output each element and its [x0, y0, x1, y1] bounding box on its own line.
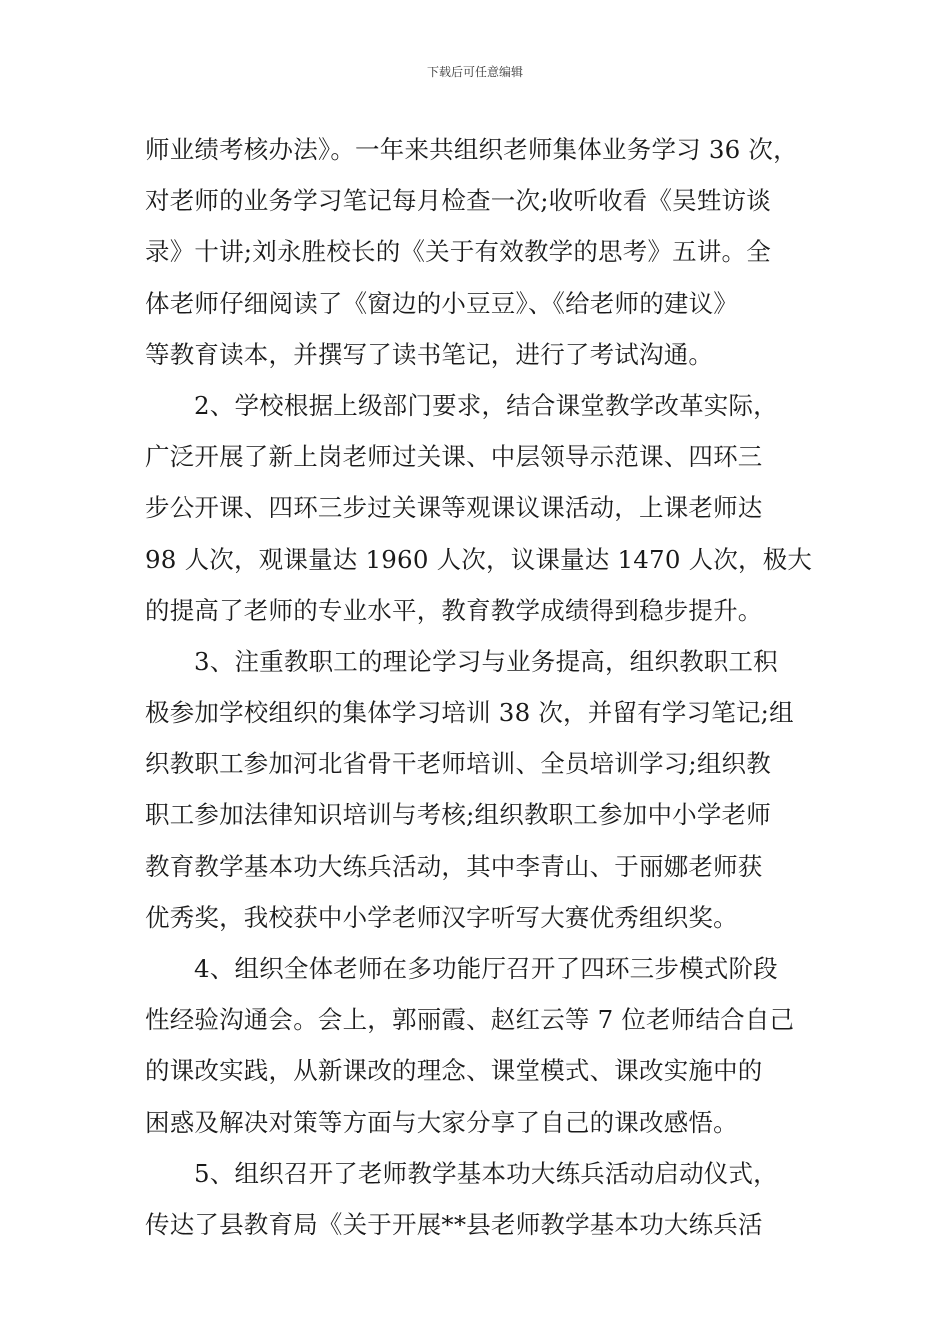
- text-line: 等教育读本，并撰写了读书笔记，进行了考试沟通。: [145, 339, 714, 369]
- text-line: 步公开课、四环三步过关课等观课议课活动，上课老师达: [145, 493, 763, 523]
- text-line: 的提高了老师的专业水平，教育教学成绩得到稳步提升。: [145, 595, 763, 625]
- text-line: 师业绩考核办法》。一年来共组织老师集体业务学习 36 次，: [145, 135, 798, 164]
- text-line: 体老师仔细阅读了《窗边的小豆豆》、《给老师的建议》: [145, 288, 738, 318]
- text-line: 极参加学校组织的集体学习培训 38 次，并留有学习笔记;组: [145, 698, 794, 728]
- page-header: 下载后可任意编辑: [426, 65, 523, 79]
- text-line: 广泛开展了新上岗老师过关课、中层领导示范课、四环三: [145, 442, 763, 472]
- text-line: 98 人次，观课量达 1960 人次，议课量达 1470 人次，极大: [145, 544, 813, 574]
- text-line: 教育教学基本功大练兵活动，其中李青山、于丽娜老师获: [145, 851, 763, 881]
- text-line: 传达了县教育局《关于开展**县老师教学基本功大练兵活: [145, 1209, 763, 1239]
- paragraph-start-line: 5、组织召开了老师教学基本功大练兵活动启动仪式，: [194, 1158, 778, 1188]
- text-line: 对老师的业务学习笔记每月检查一次;收听收看《吴甡访谈: [145, 186, 771, 216]
- paragraph-start-line: 2、学校根据上级部门要求，结合课堂教学改革实际，: [194, 390, 778, 420]
- text-line: 性经验沟通会。会上，郭丽霞、赵红云等 7 位老师结合自己: [145, 1005, 795, 1035]
- text-line: 职工参加法律知识培训与考核;组织教职工参加中小学老师: [145, 800, 771, 830]
- text-line: 的课改实践，从新课改的理念、课堂模式、课改实施中的: [145, 1056, 763, 1086]
- paragraph-start-line: 4、组织全体老师在多功能厅召开了四环三步模式阶段: [194, 954, 778, 983]
- text-line: 优秀奖，我校获中小学老师汉字听写大赛优秀组织奖。: [145, 902, 738, 932]
- text-line: 录》十讲;刘永胜校长的《关于有效教学的思考》五讲。全: [145, 237, 771, 267]
- text-line: 织教职工参加河北省骨干老师培训、全员培训学习;组织教: [145, 749, 771, 779]
- text-line: 困惑及解决对策等方面与大家分享了自己的课改感悟。: [145, 1107, 738, 1137]
- paragraph-start-line: 3、注重教职工的理论学习与业务提高，组织教职工积: [194, 646, 778, 676]
- body-text: [145, 124, 813, 1250]
